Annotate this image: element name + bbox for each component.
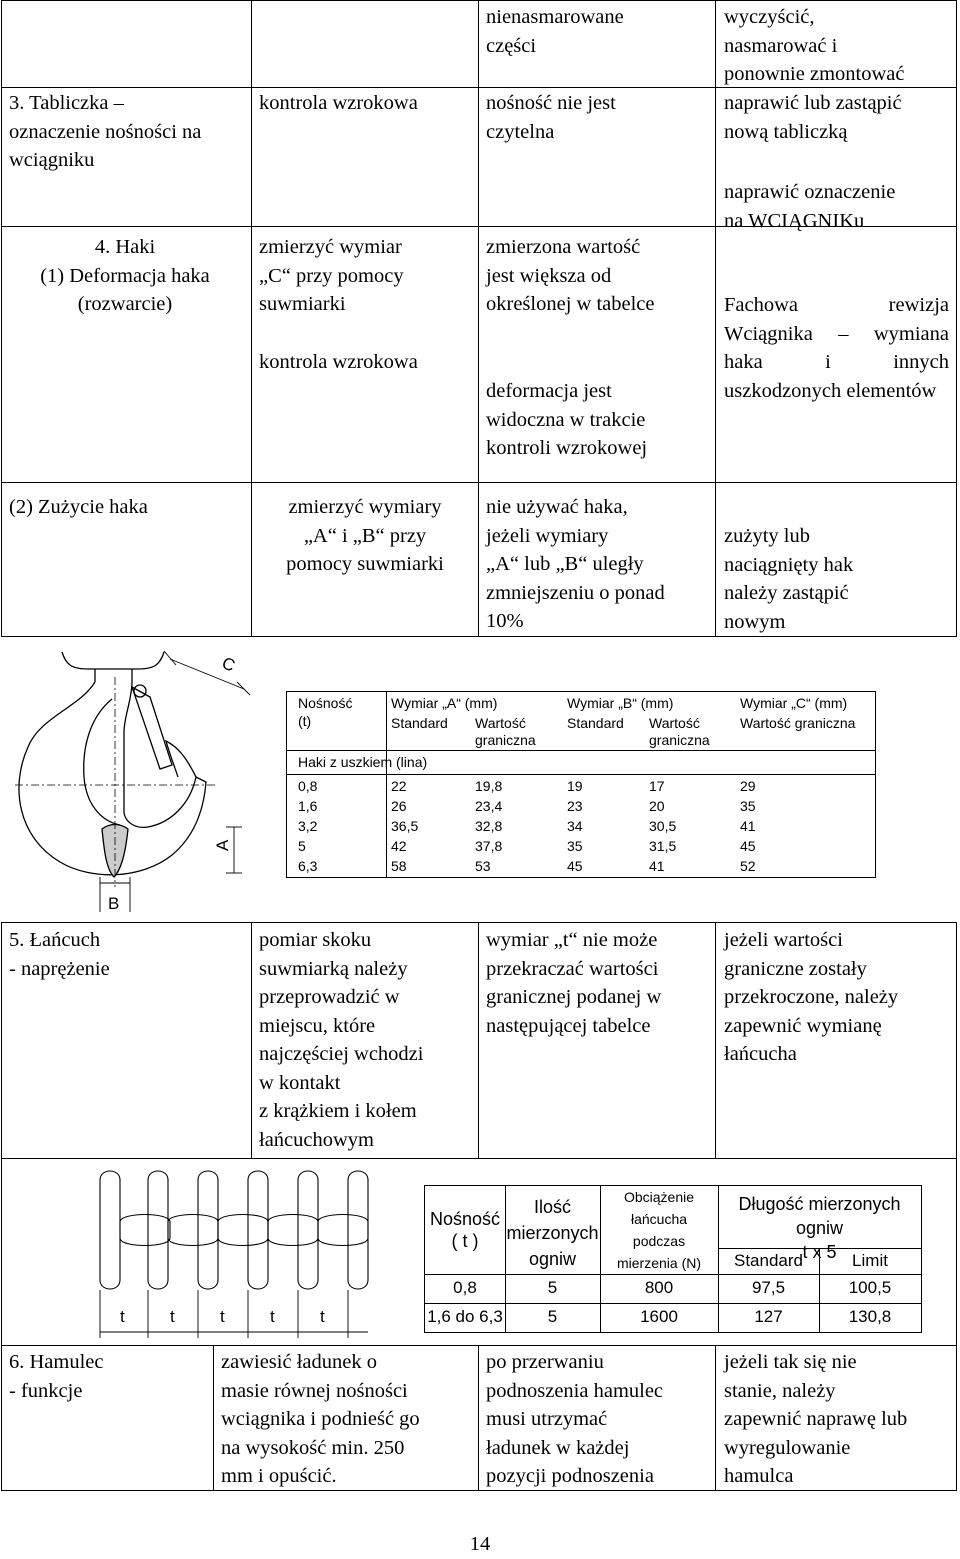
hk-cell: 20	[649, 798, 665, 814]
col-divider-1-lower	[251, 922, 252, 1158]
hk-h-capacity-unit: (t)	[298, 713, 312, 729]
dim-c-ext1	[164, 651, 176, 665]
ch-cell: 97,5	[751, 1278, 786, 1297]
hook-table-body	[287, 778, 875, 878]
hook-label-c: C	[219, 653, 238, 676]
chain-link	[318, 1215, 368, 1246]
ch-cell: 5	[547, 1278, 558, 1297]
chain-link	[218, 1215, 268, 1246]
hk-cell: 35	[567, 838, 583, 854]
ch-cell: 1,6 do 6,3	[427, 1307, 503, 1326]
hk-cell: 36,5	[391, 818, 419, 834]
hk-cell: 37,8	[475, 838, 503, 854]
hook-inner-shape	[84, 699, 120, 825]
hk-h-dim-a: Wymiar „A“ (mm)	[391, 695, 498, 711]
row6-check: zawiesić ładunek o masie równej nośności wciągnika i podnieść go na wysokość min. 250 mm i opuścić.	[221, 1351, 420, 1487]
table-row	[287, 818, 875, 838]
hk-h-b-limit: Wartość graniczna	[649, 715, 710, 748]
row5-check: pomiar skoku suwmiarką należy przeprowadzić w miejscu, które najczęściej wchodzi w kontakt z krążkiem i kołem łańcuchowym	[259, 929, 424, 1151]
chain-link	[168, 1215, 218, 1246]
chain-table-header	[425, 1186, 921, 1274]
pitch-label: t	[270, 1307, 275, 1326]
ch-cell: 130,8	[848, 1307, 892, 1326]
hk-cell: 42	[391, 838, 407, 854]
chain-link	[148, 1171, 168, 1289]
ch-h-length: Długość mierzonych ogniw t x 5	[738, 1194, 901, 1262]
hk-h-dim-b: Wymiar „B“ (mm)	[567, 695, 674, 711]
ch-h-capacity: Nośność ( t )	[429, 1209, 501, 1251]
row4-label: 4. Haki (1) Deformacja haka (rozwarcie)	[40, 236, 210, 315]
chain-link	[248, 1171, 268, 1289]
hk-cell: 23	[567, 798, 583, 814]
row5-action: jeżeli wartości graniczne zostały przekroczone, należy zapewnić wymianę łańcucha	[724, 929, 899, 1065]
table-row	[425, 1307, 921, 1331]
table-row	[425, 1278, 921, 1302]
row4b-check: zmierzyć wymiary „A“ i „B“ przy pomocy suwmiarki	[286, 496, 444, 575]
hk-cell: 32,8	[475, 818, 503, 834]
hk-cell: 23,4	[475, 798, 503, 814]
row3-header-action: wyczyścić, nasmarować i ponownie zmontować	[724, 6, 905, 85]
row4-check-measure: zmierzyć wymiar „C“ przy pomocy suwmiarki	[259, 236, 404, 315]
ch-cell: 5	[547, 1307, 558, 1326]
row3-action-secondary: naprawić oznaczenie na WCIĄGNIKu	[724, 181, 896, 232]
col-divider-1-bottom	[213, 1345, 214, 1490]
hk-cell: 41	[649, 858, 665, 874]
row5-problem: wymiar „t“ nie może przekraczać wartości granicznej podanej w następującej tabelce	[486, 929, 662, 1037]
table-row	[287, 778, 875, 798]
chain-link	[100, 1171, 120, 1289]
hk-cell: 45	[740, 838, 756, 854]
hk-h-capacity: Nośność	[298, 695, 353, 711]
pitch-label: t	[120, 1307, 125, 1326]
col-divider-3-bottom	[715, 1345, 716, 1490]
row4-problem-measured: zmierzona wartość jest większa od określonej w tabelce	[486, 236, 655, 315]
hook-latch-shape	[132, 687, 172, 769]
ch-h-standard: Standard	[734, 1251, 803, 1270]
hk-cell: 22	[391, 778, 407, 794]
hk-cell: 52	[740, 858, 756, 874]
pitch-label: t	[170, 1307, 175, 1326]
hook-dimensions-table	[286, 691, 876, 878]
col-divider-2-bottom	[478, 1345, 479, 1490]
hk-cell: 3,2	[298, 818, 318, 834]
row4b-label: (2) Zużycie haka	[9, 496, 148, 518]
row6-problem: po przerwaniu podnoszenia hamulec musi utrzymać ładunek w każdej pozycji podnoszenia	[486, 1351, 664, 1487]
row-divider-top	[1, 0, 957, 1]
hk-cell: 1,6	[298, 798, 318, 814]
row3-problem: nośność nie jest czytelna	[486, 92, 616, 143]
table-row	[287, 838, 875, 858]
chain-link	[348, 1171, 368, 1289]
chain-link	[268, 1215, 318, 1246]
row3-label: 3. Tabliczka – oznaczenie nośności na wciągniku	[9, 92, 202, 171]
hk-cell: 19,8	[475, 778, 503, 794]
hk-cell: 6,3	[298, 858, 318, 874]
hk-h-a-standard: Standard	[391, 715, 448, 731]
hook-swivel-shape	[62, 652, 164, 669]
table-row	[287, 798, 875, 818]
hk-h-dim-c: Wymiar „C“ (mm)	[740, 695, 848, 711]
ch-h-links: Ilość mierzonych ogniw	[506, 1197, 599, 1269]
table-row	[287, 858, 875, 878]
chain-table	[424, 1185, 922, 1333]
hook-label-b: B	[108, 894, 120, 913]
hk-cell: 34	[567, 818, 583, 834]
pitch-label: t	[220, 1307, 225, 1326]
ch-h-load: Obciążenie łańcucha podczas mierzenia (N)	[616, 1189, 701, 1271]
page-number: 14	[469, 1533, 491, 1555]
hk-cell: 17	[649, 778, 665, 794]
row5-label: 5. Łańcuch - naprężenie	[9, 929, 110, 980]
ch-cell: 100,5	[848, 1278, 892, 1297]
row4b-action: zużyty lub naciągnięty hak należy zastąpić nowym	[724, 525, 854, 633]
table-border-left	[1, 0, 2, 636]
hk-h2	[287, 774, 875, 775]
hk-cell: 30,5	[649, 818, 677, 834]
row3-action: naprawić lub zastąpić nową tabliczką	[724, 92, 902, 143]
ch-h2	[425, 1274, 921, 1275]
col-divider-2	[478, 0, 479, 636]
ch-cell: 800	[644, 1278, 674, 1297]
row3-check: kontrola wzrokowa	[259, 92, 418, 114]
hook-shank-shape	[95, 669, 132, 682]
hook-label-a: A	[213, 839, 232, 851]
hk-cell: 58	[391, 858, 407, 874]
hk-cell: 53	[475, 858, 491, 874]
ch-h-limit: Limit	[852, 1251, 888, 1270]
hk-cell: 19	[567, 778, 583, 794]
pitch-label: t	[320, 1307, 325, 1326]
table-border-right	[956, 0, 957, 636]
row4-check-visual: kontrola wzrokowa	[259, 351, 418, 373]
dim-c-ext2	[237, 682, 250, 695]
row3-header-part: nienasmarowane części	[486, 6, 624, 57]
ch-cell: 127	[754, 1307, 783, 1326]
chain-diagram	[90, 1160, 400, 1345]
ch-cell: 1600	[640, 1307, 678, 1326]
row4-action: Fachowa rewizja Wciągnika – wymiana haka i innych uszkodzonych elementów	[724, 294, 949, 402]
hk-h-group: Haki z uszkiem (lina)	[298, 754, 428, 770]
row4-problem-visible: deformacja jest widoczna w trakcie kontroli wzrokowej	[486, 380, 648, 459]
hk-cell: 26	[391, 798, 407, 814]
hook-diagram	[0, 637, 280, 922]
chain-link	[298, 1171, 318, 1289]
table-border-left-lower	[1, 922, 2, 1490]
hk-cell: 5	[298, 838, 306, 854]
col-divider-3-lower	[715, 922, 716, 1158]
chain-link	[198, 1171, 218, 1289]
row-divider-4b	[1, 482, 957, 483]
hk-cell: 0,8	[298, 778, 318, 794]
col-divider-2-lower	[478, 922, 479, 1158]
row6-label: 6. Hamulec - funkcje	[9, 1351, 104, 1402]
hk-cell: 31,5	[649, 838, 677, 854]
hk-cell: 45	[567, 858, 583, 874]
row6-action: jeżeli tak się nie stanie, należy zapewnić naprawę lub wyregulowanie hamulca	[724, 1351, 908, 1487]
row-divider-5	[1, 922, 957, 923]
ch-cell: 0,8	[453, 1278, 477, 1297]
hk-cell: 41	[740, 818, 756, 834]
chain-link	[120, 1215, 170, 1246]
hook-table-header	[287, 692, 875, 774]
col-divider-3	[715, 0, 716, 636]
hk-h-a-limit: Wartość graniczna	[475, 715, 536, 748]
row-divider-6	[1, 1345, 957, 1346]
hk-cell: 29	[740, 778, 756, 794]
row4b-problem: nie używać haka, jeżeli wymiary „A“ lub „B“ uległy zmniejszeniu o ponad 10%	[486, 496, 665, 632]
ch-h3	[425, 1303, 921, 1304]
table-border-right-lower	[956, 922, 957, 1490]
hk-cell: 35	[740, 798, 756, 814]
hk-h-c-limit: Wartość graniczna	[740, 715, 856, 731]
hk-h-b-standard: Standard	[567, 715, 624, 731]
row-divider-chain-fig	[1, 1158, 957, 1159]
